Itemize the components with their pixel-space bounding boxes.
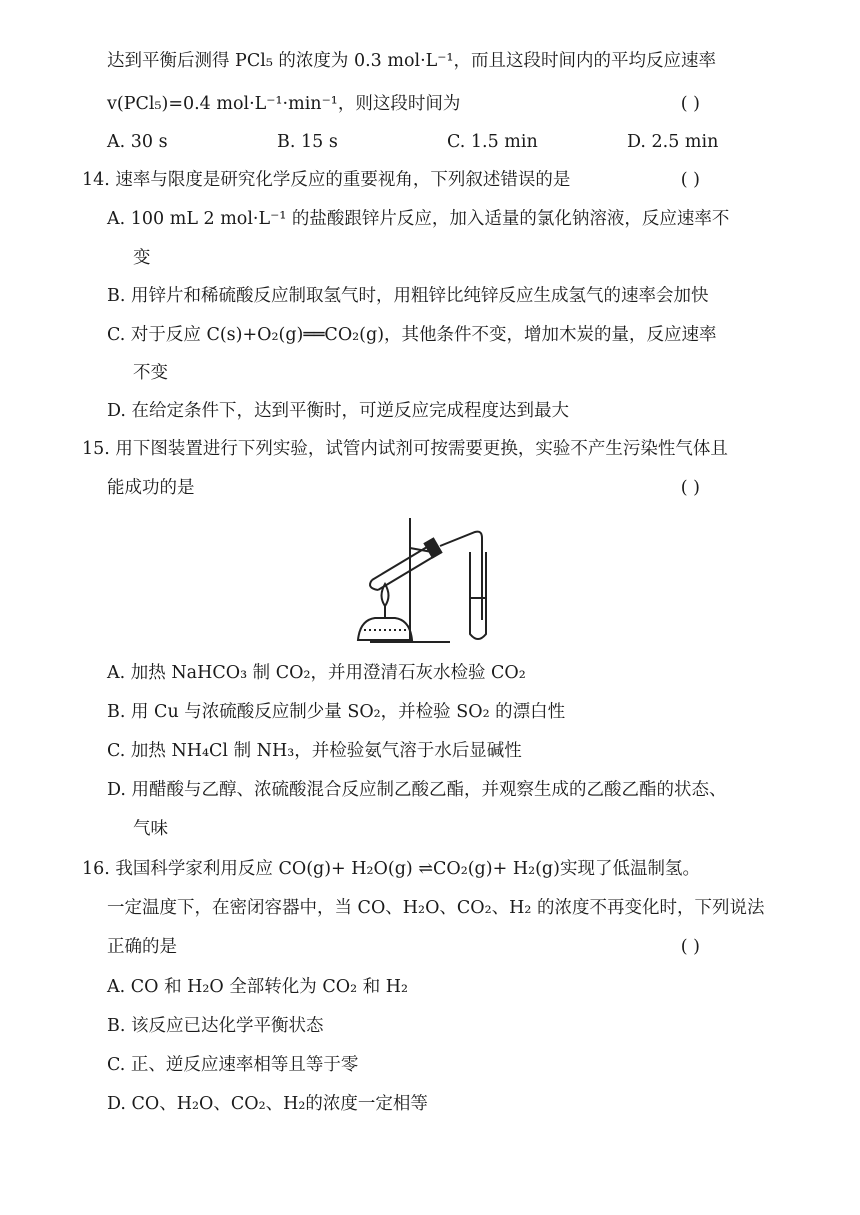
q15-stem-line2 [107,470,780,506]
q14-stem-text: 14. 速率与限度是研究化学反应的重要视角，下列叙述错误的是 [82,170,571,190]
apparatus-diagram [350,510,500,650]
q15-option-a: A. 加热 NaHCO₃ 制 CO₂，并用澄清石灰水检验 CO₂ [107,663,526,683]
q15-option-d-line1: D. 用醋酸与乙醇、浓硫酸混合反应制乙酸乙酯，并观察生成的乙酸乙酯的状态、 [107,780,727,800]
q16-option-b: B. 该反应已达化学平衡状态 [107,1016,324,1036]
q13-option-b: B. 15 s [277,132,338,152]
apparatus-figure [350,510,500,650]
stopper [425,539,442,558]
q16-option-a: A. CO 和 H₂O 全部转化为 CO₂ 和 H₂ [107,977,409,997]
q16-stem-line3-text: 正确的是 [107,937,177,957]
q14-option-d: D. 在给定条件下，达到平衡时，可逆反应完成程度达到最大 [107,401,570,421]
q14-option-c-line2: 不变 [133,363,168,383]
q15-option-b: B. 用 Cu 与浓硫酸反应制少量 SO₂，并检验 SO₂ 的漂白性 [107,702,566,722]
q16-stem-line1: 16. 我国科学家利用反应 CO(g)+ H₂O(g) ⇌CO₂(g)+ H₂(g)实现了低温制氢。 [82,859,700,879]
q13-option-d: D. 2.5 min [627,132,719,152]
q14-option-b: B. 用锌片和稀硫酸反应制取氢气时，用粗锌比纯锌反应生成氢气的速率会加快 [107,286,709,306]
q16-option-d: D. CO、H₂O、CO₂、H₂的浓度一定相等 [107,1094,428,1114]
q13-line2 [107,86,780,122]
q13-answer-paren: ( ) [680,94,700,114]
tube-bottom [370,580,378,590]
q15-stem-line2-text: 能成功的是 [107,478,195,498]
q14-option-a-line1: A. 100 mL 2 mol·L⁻¹ 的盐酸跟锌片反应，加入适量的氯化钠溶液，反应速率不 [107,209,730,229]
q13-line2-text: v(PCl₅)=0.4 mol·L⁻¹·min⁻¹，则这段时间为 [107,94,461,114]
q14-stem [82,162,780,198]
q15-option-c: C. 加热 NH₄Cl 制 NH₃，并检验氨气溶于水后显碱性 [107,741,522,761]
receiving-test-tube [470,552,486,639]
q15-stem-line1: 15. 用下图装置进行下列实验，试管内试剂可按需要更换，实验不产生污染性气体且 [82,439,728,459]
flame [382,584,389,606]
q15-option-d-line2: 气味 [133,819,168,839]
q14-answer-paren: ( ) [680,170,700,190]
q13-option-a: A. 30 s [107,132,168,152]
q16-stem-line2: 一定温度下，在密闭容器中，当 CO、H₂O、CO₂、H₂ 的浓度不再变化时，下列说法 [107,898,765,918]
q14-option-a-line2: 变 [133,248,151,268]
q16-answer-paren: ( ) [680,937,700,957]
q14-option-c-line1: C. 对于反应 C(s)+O₂(g)══CO₂(g)，其他条件不变，增加木炭的量，反应速率 [107,325,717,345]
q16-option-c: C. 正、逆反应速率相等且等于零 [107,1055,359,1075]
q13-line1: 达到平衡后测得 PCl₅ 的浓度为 0.3 mol·L⁻¹，而且这段时间内的平均反应速率 [107,51,717,71]
q13-option-c: C. 1.5 min [447,132,538,152]
delivery-tube [440,532,482,620]
q13-options [107,124,780,160]
q16-stem-line3 [107,929,780,965]
q15-answer-paren: ( ) [680,478,700,498]
